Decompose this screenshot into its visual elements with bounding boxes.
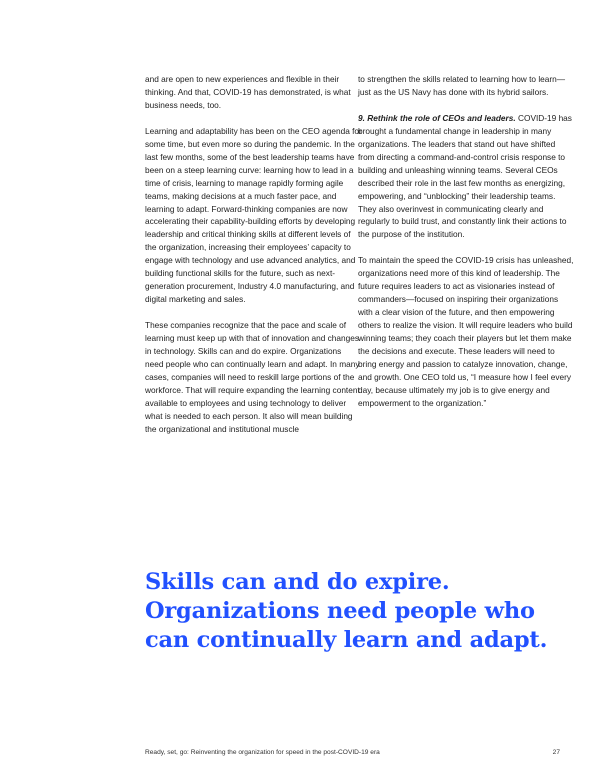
- body-paragraph: and are open to new experiences and flexible in their thinking. And that, COVID-19 has demonstrated, is what business needs, too.: [145, 74, 351, 110]
- body-paragraph: To maintain the speed the COVID-19 crisis has unleashed, organizations need more of this kind of leadership. The future requires leaders to act as visionaries instead of commanders—focused on inspiring their organizations with a clear vision of the future, and then empowering others to realize the vision. It will require leaders who build winning teams; they coach their players but let them make the decisions and execute. These leaders will need to bring energy and passion to catalyze innovation, change, and growth. One CEO told us, “I measure how I feel every day, because ultimately my job is to give energy and empowerment to the organization.”: [358, 255, 574, 408]
- section-heading: 9. Rethink the role of CEOs and leaders.: [358, 112, 516, 123]
- left-column: [145, 73, 362, 449]
- page-footer: [145, 748, 560, 758]
- footer-title: Ready, set, go: Reinventing the organization for speed in the post-COVID-19 era: [145, 749, 380, 756]
- section-text: COVID-19 has brought a fundamental change in leadership in many organizations. The leaders that stand out have shifted from directing a command-and-control crisis response to building and unleashing winning teams. Several CEOs described their role in the last few months as energizing, empowering, and “unblocking” their leadership teams. They also overinvest in communicating clearly and regularly to build trust, and constantly link their actions to the purpose of the institution.: [358, 112, 572, 240]
- pull-quote: Skills can and do expire. Organizations need people who can continually learn and adapt.: [145, 569, 548, 653]
- page-number: 27: [552, 749, 560, 756]
- right-column: [358, 73, 574, 423]
- body-paragraph: These companies recognize that the pace and scale of learning must keep up with that of innovation and changes in technology. Skills can and do expire. Organizations need people who can continually learn and adapt. In many cases, companies will need to reskill large portions of the workforce. That will require expanding the learning content available to employees and using technology to deliver what is needed to each person. It also will mean building the organizational and institutional muscle: [145, 320, 360, 434]
- body-paragraph: Learning and adaptability has been on the CEO agenda for some time, but even more so during the pandemic. In the last few months, some of the best leadership teams have been on a steep learning curve: learning how to lead in a time of crisis, learning to manage rapidly forming agile teams, making decisions at a much faster pace, and learning to adapt. Forward-thinking companies are now accelerating their capability-building efforts by developing leadership and critical thinking skills at different levels of the organization, increasing their employees’ capacity to engage with technology and use advanced analytics, and building functional skills for the future, such as next-generation procurement, Industry 4.0 manufacturing, and digital marketing and sales.: [145, 125, 362, 305]
- section-paragraph: [358, 112, 574, 242]
- body-paragraph: to strengthen the skills related to learning how to learn—just as the US Navy has done with its hybrid sailors.: [358, 74, 566, 97]
